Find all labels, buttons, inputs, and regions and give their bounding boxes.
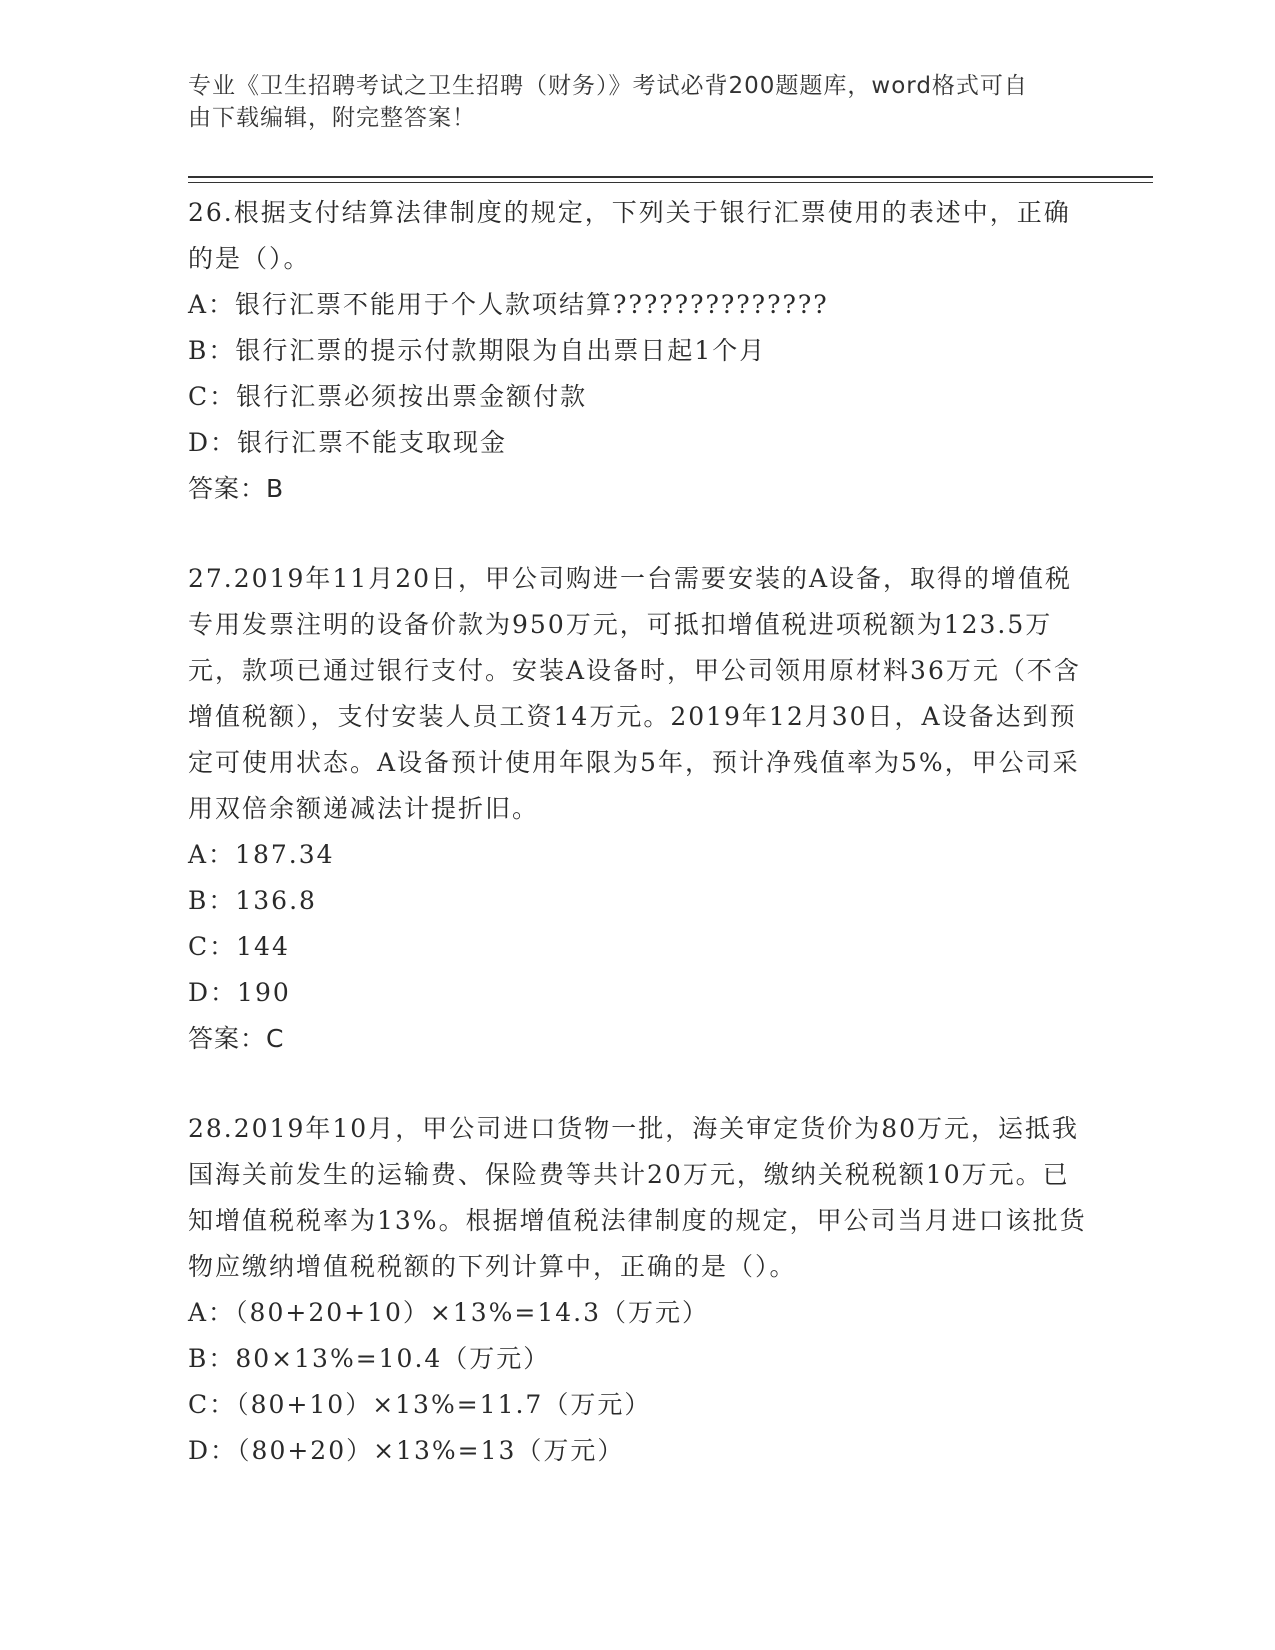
option-b: B：80×13%=10.4（万元）	[188, 1344, 551, 1373]
question-stem: 26.根据支付结算法律制度的规定，下列关于银行汇票使用的表述中，正确的是（）。	[188, 198, 1071, 273]
option-a: A：银行汇票不能用于个人款项结算??????????????	[188, 290, 829, 319]
option-c: C：（80+10）×13%=11.7（万元）	[188, 1390, 652, 1419]
option-d: D：（80+20）×13%=13（万元）	[188, 1436, 625, 1465]
document-header	[188, 70, 1088, 134]
option-b: B：银行汇票的提示付款期限为自出票日起1个月	[188, 336, 767, 365]
question-stem: 27.2019年11月20日，甲公司购进一台需要安装的A设备，取得的增值税专用发票注明的设备价款为950万元，可抵扣增值税进项税额为123.5万元，款项已通过银行支付。安装A设备时，甲公司领用原材料36万元（不含增值税额），支付安装人员工资14万元。2019年12月30日，A设备达到预定可使用状态。A设备预计使用年限为5年，预计净残值率为5%，甲公司采用双倍余额递减法计提折旧。	[188, 564, 1081, 823]
answer-line: 答案：B	[188, 474, 285, 503]
question-27	[188, 556, 1088, 1062]
option-a: A：（80+20+10）×13%=14.3（万元）	[188, 1298, 710, 1327]
header-divider-thick	[188, 176, 1153, 178]
question-stem: 28.2019年10月，甲公司进口货物一批，海关审定货价为80万元，运抵我国海关前发生的运输费、保险费等共计20万元，缴纳关税税额10万元。已知增值税税率为13%。根据增值税法律制度的规定，甲公司当月进口该批货物应缴纳增值税税额的下列计算中，正确的是（）。	[188, 1114, 1087, 1281]
option-a: A：187.34	[188, 840, 335, 869]
option-b: B：136.8	[188, 886, 317, 915]
header-line-2: 由下载编辑，附完整答案！	[188, 105, 476, 131]
header-line-1: 专业《卫生招聘考试之卫生招聘（财务）》考试必背200题题库，word格式可自	[188, 73, 1028, 99]
answer-line: 答案：C	[188, 1024, 285, 1053]
question-list	[188, 190, 1088, 1518]
option-d: D：银行汇票不能支取现金	[188, 428, 508, 457]
option-c: C：银行汇票必须按出票金额付款	[188, 382, 588, 411]
question-28	[188, 1106, 1088, 1474]
question-26	[188, 190, 1088, 512]
header-divider-thin	[188, 182, 1153, 183]
option-c: C：144	[188, 932, 290, 961]
option-d: D：190	[188, 978, 291, 1007]
